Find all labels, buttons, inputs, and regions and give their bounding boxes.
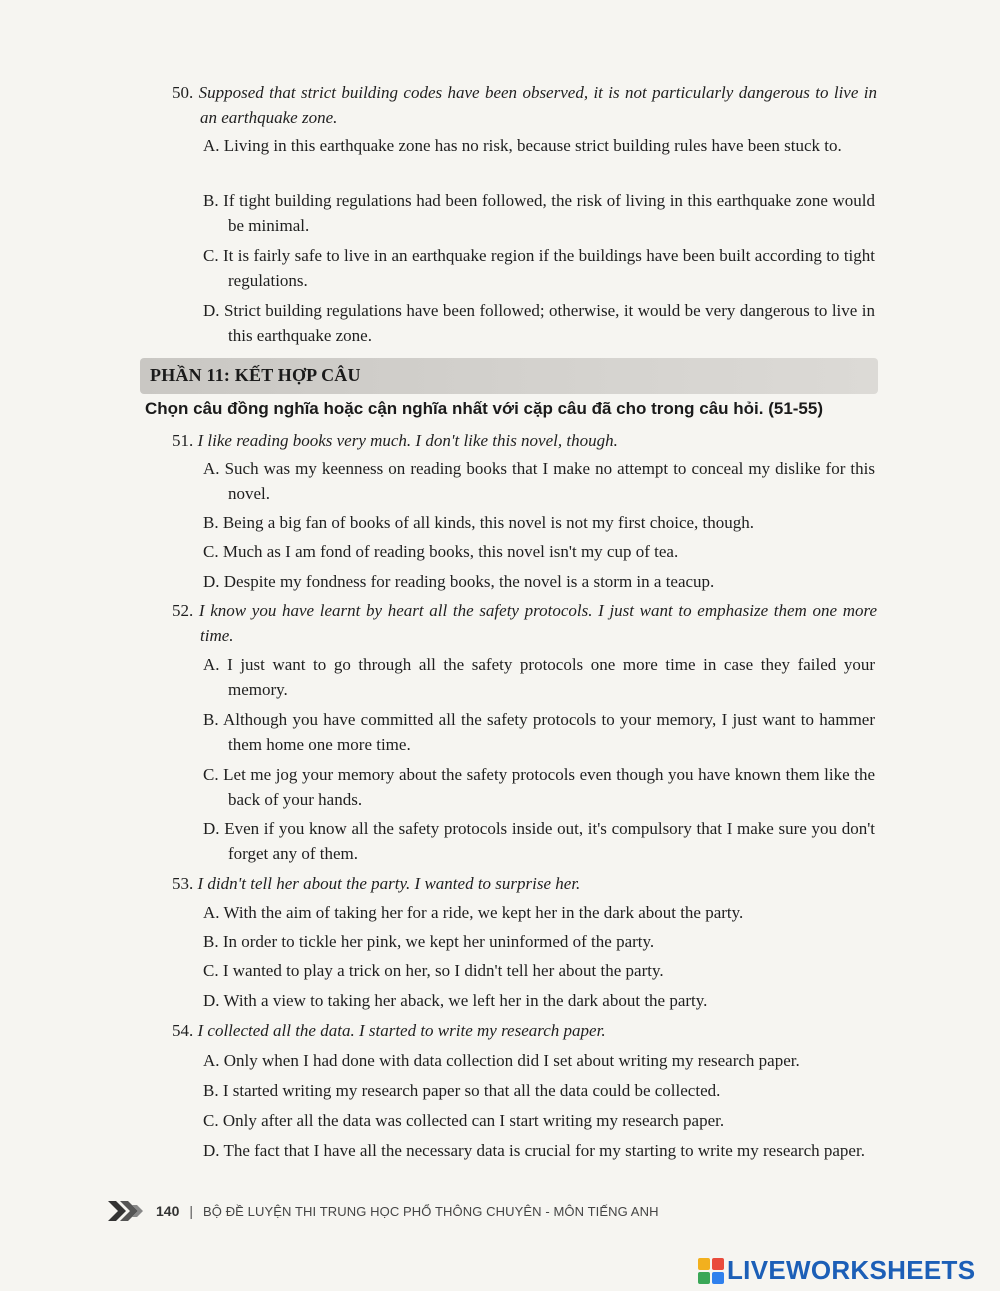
option-a: A. With the aim of taking her for a ride, we kept her in the dark about the party. [203, 903, 744, 922]
liveworksheets-logo-icon [698, 1258, 724, 1284]
option-d: D. Strict building regulations have been followed; otherwise, it would be very dangerous to live in this earthquake zone. [203, 301, 875, 345]
question-53 [172, 871, 877, 896]
option-a: A. Living in this earthquake zone has no risk, because strict building rules have been stuck to. [203, 136, 842, 155]
option-c: C. I wanted to play a trick on her, so I didn't tell her about the party. [203, 961, 664, 980]
footer-separator: | [189, 1203, 193, 1219]
chevrons-icon [108, 1199, 148, 1223]
section-instruction: Chọn câu đồng nghĩa hoặc cận nghĩa nhất với cặp câu đã cho trong câu hỏi. (51-55) [145, 399, 823, 418]
option-d: D. The fact that I have all the necessary data is crucial for my starting to write my research paper. [203, 1141, 865, 1160]
question-stem [172, 80, 877, 130]
option-b: B. Being a big fan of books of all kinds, this novel is not my first choice, though. [203, 513, 755, 532]
question-number: 50. [172, 83, 194, 102]
option-b: B. I started writing my research paper so that all the data could be collected. [203, 1081, 721, 1100]
liveworksheets-brand[interactable] [698, 1255, 975, 1286]
book-title: BỘ ĐỀ LUYỆN THI TRUNG HỌC PHỔ THÔNG CHUYÊN - MÔN TIẾNG ANH [203, 1203, 659, 1219]
question-stem [172, 428, 877, 453]
question-stem [172, 1018, 877, 1043]
option-c: C. Only after all the data was collected can I start writing my research paper. [203, 1111, 725, 1130]
option-a: A. Only when I had done with data collection did I set about writing my research paper. [203, 1051, 800, 1070]
question-stem [172, 871, 877, 896]
question-text: Supposed that strict building codes have been observed, it is not particularly dangerous to live in an earthquake zone. [198, 83, 877, 127]
question-stem [172, 598, 877, 648]
option-c: C. Let me jog your memory about the safety protocols even though you have known them like the back of your hands. [203, 765, 875, 809]
option-b: B. In order to tickle her pink, we kept her uninformed of the party. [203, 932, 655, 951]
question-number: 52. [172, 601, 194, 620]
option-c: C. It is fairly safe to live in an earthquake region if the buildings have been built according to tight regulations. [203, 246, 875, 290]
option-a: A. Such was my keenness on reading books that I make no attempt to conceal my dislike for this novel. [203, 459, 875, 503]
question-50 [172, 80, 877, 130]
option-b: B. Although you have committed all the safety protocols to your memory, I just want to hammer them home one more time. [203, 710, 875, 754]
question-number: 53. [172, 874, 194, 893]
option-a: A. I just want to go through all the safety protocols one more time in case they failed your memory. [203, 655, 875, 699]
question-text: I like reading books very much. I don't like this novel, though. [197, 431, 618, 450]
page-number: 140 [156, 1203, 180, 1219]
question-51 [172, 428, 877, 453]
brand-name: LIVEWORKSHEETS [727, 1255, 976, 1285]
question-text: I know you have learnt by heart all the safety protocols. I just want to emphasize them one more time. [198, 601, 877, 645]
question-52 [172, 598, 877, 648]
option-d: D. With a view to taking her aback, we left her in the dark about the party. [203, 991, 708, 1010]
option-c: C. Much as I am fond of reading books, this novel isn't my cup of tea. [203, 542, 679, 561]
option-b: B. If tight building regulations had been followed, the risk of living in this earthquake zone would be minimal. [203, 191, 875, 235]
question-54 [172, 1018, 877, 1043]
page-footer [108, 1197, 659, 1225]
question-number: 51. [172, 431, 194, 450]
option-d: D. Even if you know all the safety protocols inside out, it's compulsory that I make sure you don't forget any of them. [203, 819, 875, 863]
question-number: 54. [172, 1021, 194, 1040]
section-title: PHẦN 11: KẾT HỢP CÂU [150, 365, 361, 385]
question-text: I didn't tell her about the party. I wanted to surprise her. [197, 874, 581, 893]
question-text: I collected all the data. I started to write my research paper. [197, 1021, 606, 1040]
option-d: D. Despite my fondness for reading books, the novel is a storm in a teacup. [203, 572, 715, 591]
